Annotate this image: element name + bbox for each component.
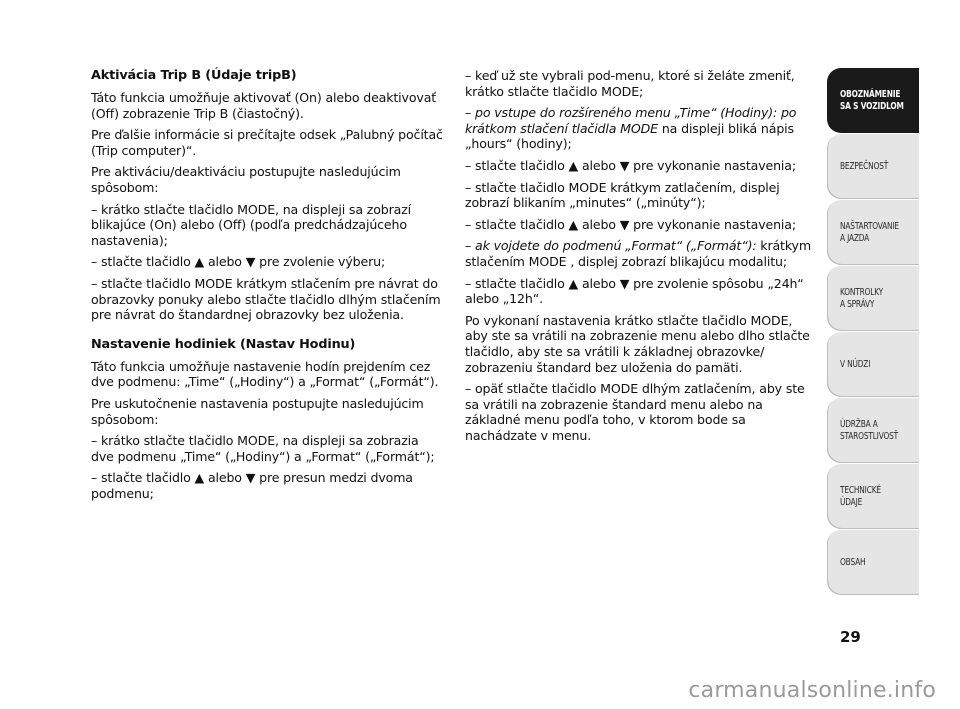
step-italic: – po vstupe do rozšíreného menu „Time“ (Hodiny): po krátkom stlačení tlačidla MODE <box>465 105 797 136</box>
step-text: na displeji bliká nápis „hours“ (hodiny); <box>465 120 794 152</box>
step <box>465 105 817 152</box>
paragraph: Pre ďalšie informácie si prečítajte odsek „Palubný počítač (Trip computer)“. <box>91 127 443 158</box>
step: – stlačte tlačidlo ▲ alebo ▼ pre zvolenie spôsobu „24h“ alebo „12h“. <box>465 275 804 307</box>
tab-udrzba[interactable] <box>827 398 919 463</box>
tab-label: OBSAH <box>840 556 866 568</box>
paragraph: Po vykonaní nastavenia krátko stlačte tlačidlo MODE, aby ste sa vrátili na zobrazenie menu alebo dlho stlačte tlačidlo, aby ste sa vrátili k základnej obrazovke/ zobrazeniu štandard bez uloženia do pamäti. <box>465 312 810 375</box>
tab-kontrolky[interactable] <box>827 266 919 331</box>
step <box>465 238 817 269</box>
step: – keď už ste vybrali pod-menu, ktoré si želáte zmeniť, krátko stlačte tlačidlo MODE; <box>465 68 795 99</box>
step: – stlačte tlačidlo MODE krátkym stlačením pre návrat do obrazovky ponuky alebo stlačte tlačidlo dlhým stlačením pre návrat do štandardnej obrazovky bez uloženia. <box>91 275 441 323</box>
paragraph: Pre uskutočnenie nastavenia postupujte nasledujúcim spôsobom: <box>91 395 424 427</box>
step: – stlačte tlačidlo MODE krátkym zatlačením, displej zobrazí blikaním „minutes“ („minúty“); <box>465 179 780 211</box>
step: – stlačte tlačidlo ▲ alebo ▼ pre vykonanie nastavenia; <box>465 216 796 232</box>
step: – stlačte tlačidlo ▲ alebo ▼ pre vykonanie nastavenia; <box>465 157 796 173</box>
tab-label: ÚDRŽBA A STAROSTLIVOSŤ <box>840 418 899 442</box>
heading-trip-b: Aktivácia Trip B (Údaje tripB) <box>91 68 297 83</box>
step: – stlačte tlačidlo ▲ alebo ▼ pre zvolenie výberu; <box>91 254 386 270</box>
paragraph: Táto funkcia umožňuje aktivovať (On) alebo deaktivovať (Off) zobrazenie Trip B (čiastočný). <box>91 90 437 121</box>
tab-label: TECHNICKÉ ÚDAJE <box>840 484 881 508</box>
tab-oboznamenie[interactable] <box>827 68 919 133</box>
right-column <box>465 68 817 449</box>
tab-label: OBOZNÁMENIE SA S VOZIDLOM <box>840 88 904 112</box>
tab-nastartovanie[interactable] <box>827 200 919 265</box>
left-column <box>91 68 443 507</box>
tab-v-nudzi[interactable] <box>827 332 919 397</box>
heading-clock: Nastavenie hodiniek (Nastav Hodinu) <box>91 336 356 352</box>
watermark: carmanualsonline.info <box>688 678 936 703</box>
tab-label: KONTROLKY A SPRÁVY <box>840 286 884 310</box>
step: – krátko stlačte tlačidlo MODE, na displeji sa zobrazia dve podmenu „Time“ („Hodiny“) a „Format“ („Formát“); <box>91 433 435 464</box>
paragraph: Táto funkcia umožňuje nastavenie hodín prejdením cez dve podmenu: „Time“ („Hodiny“) a „Format“ („Formát“). <box>91 358 439 390</box>
chapter-tabs <box>827 68 919 596</box>
tab-technicke[interactable] <box>827 464 919 529</box>
tab-label: V NÚDZI <box>840 358 871 370</box>
tab-bezpecnost[interactable] <box>827 134 919 199</box>
page-number: 29 <box>840 628 861 646</box>
step: – krátko stlačte tlačidlo MODE, na displeji sa zobrazí blikajúce (On) alebo (Off) (podľa predchádzajúceho nastavenia); <box>91 201 412 248</box>
step: – stlačte tlačidlo ▲ alebo ▼ pre presun medzi dvoma podmenu; <box>91 470 413 501</box>
step-italic: – ak vojdete do podmenú „Format“ („Formát“): <box>465 238 757 254</box>
tab-label: BEZPEČNOSŤ <box>840 160 889 172</box>
step-text: krátkym stlačením MODE , displej zobrazí blikajúcu modalitu; <box>465 238 811 269</box>
tab-label: NAŠTARTOVANIE A JAZDA <box>840 220 899 244</box>
step: – opäť stlačte tlačidlo MODE dlhým zatlačením, aby ste sa vrátili na zobrazenie štandard menu alebo na základné menu podľa toho, v ktorom bode sa nachádzate v menu. <box>465 381 805 443</box>
paragraph: Pre aktiváciu/deaktiváciu postupujte nasledujúcim spôsobom: <box>91 164 401 195</box>
tab-obsah[interactable] <box>827 530 919 595</box>
